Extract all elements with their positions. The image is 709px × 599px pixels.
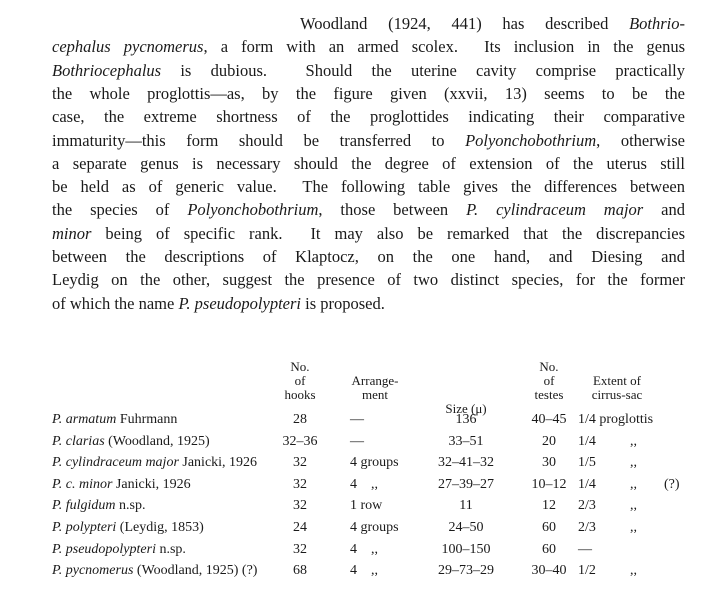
header-line: No. — [539, 359, 559, 374]
species-name: P. cylindraceum major — [52, 455, 179, 471]
text-line — [52, 294, 685, 314]
species-cell — [52, 410, 177, 430]
ditto-cell: ,, — [630, 563, 637, 579]
table-row — [0, 432, 709, 452]
italic-term: Bothrio- — [629, 14, 685, 33]
text-line — [52, 107, 685, 127]
species-cell — [52, 432, 210, 452]
extent-cell: 1/5 — [578, 455, 596, 471]
text-line — [52, 200, 685, 220]
hooks-cell: 32 — [293, 455, 307, 471]
text-segment: is dubious. Should the uterine cavity comprise practically — [161, 60, 685, 80]
extent-cell: 2/3 — [578, 520, 596, 535]
text-line — [52, 177, 685, 197]
text-segment: being of specific rank. It may also be remarked that the discrepancies — [91, 223, 685, 243]
testes-cell: 30 — [542, 455, 556, 471]
italic-term: Bothriocephalus — [52, 60, 162, 80]
extent-cell: 2/3 — [578, 498, 596, 514]
italic-term: P. pseudopolypteri — [178, 293, 301, 313]
hooks-cell: 32 — [293, 541, 307, 557]
hooks-cell: 32 — [293, 476, 307, 492]
species-author: Janicki, 1926 — [178, 455, 258, 471]
header-line: Arrange- — [351, 373, 399, 388]
species-author: Fuhrmann — [116, 412, 178, 427]
text-segment: of which the name — [52, 293, 179, 313]
column-header-extent — [572, 374, 662, 402]
arrangement-cell: 4 ,, — [350, 563, 378, 579]
text-line — [52, 37, 685, 57]
species-name: P. armatum — [52, 412, 117, 427]
extent-cell: 1/4 — [578, 433, 596, 449]
arrangement-cell: 4 ,, — [350, 541, 378, 557]
testes-cell: 60 — [542, 541, 556, 557]
species-author: (Woodland, 1925) — [104, 433, 210, 449]
size-cell: 29–73–29 — [438, 563, 494, 579]
table-row — [0, 561, 709, 581]
text-segment: , a form with an armed scolex. Its inclusion in the genus — [203, 37, 685, 57]
text-line — [52, 154, 685, 174]
size-cell: 136 — [455, 412, 477, 427]
header-line: Size (μ) — [445, 401, 487, 416]
hooks-cell: 24 — [293, 520, 307, 535]
extent-cell: 1/4 proglottis — [578, 412, 654, 427]
text-segment: Leydig on the other, suggest the presence of two distinct species, for the former — [52, 270, 685, 290]
size-cell: 27–39–27 — [438, 476, 494, 492]
table-row — [0, 410, 709, 430]
hooks-cell: 32 — [293, 498, 307, 514]
header-line: ment — [362, 387, 388, 402]
text-segment: Woodland (1924, 441) has described — [300, 14, 630, 33]
size-cell: 33–51 — [448, 433, 484, 449]
text-segment: be held as of generic value. The following table gives the differences between — [52, 177, 685, 197]
species-name: P. c. minor — [52, 476, 113, 492]
text-line — [52, 84, 685, 104]
arrangement-cell: 4 groups — [350, 520, 399, 535]
ditto-cell: ,, — [630, 498, 637, 514]
species-cell — [52, 453, 257, 473]
italic-term: cephalus pycnomerus — [52, 37, 204, 57]
column-header-hooks — [278, 360, 322, 402]
hooks-cell: 68 — [293, 563, 307, 579]
species-author: (Woodland, 1925) (?) — [133, 563, 258, 579]
species-cell — [52, 540, 186, 560]
extent-cell: 1/2 — [578, 563, 596, 579]
table-row — [0, 496, 709, 516]
species-author: (Leydig, 1853) — [116, 520, 204, 535]
header-line: of — [294, 373, 306, 388]
table-row — [0, 475, 709, 495]
header-line: cirrus-sac — [591, 387, 643, 402]
italic-term: Polyonchobothrium — [465, 130, 597, 150]
arrangement-cell: — — [350, 433, 364, 449]
size-cell: 32–41–32 — [438, 455, 494, 471]
species-author: n.sp. — [115, 498, 146, 514]
text-segment: between the descriptions of Klaptocz, on the one hand, and Diesing and — [52, 247, 685, 266]
hooks-cell: 32–36 — [282, 433, 318, 449]
species-name: P. pseudopolypteri — [52, 541, 156, 557]
species-cell — [52, 518, 204, 538]
ditto-cell: ,, — [630, 433, 637, 449]
header-line: No. — [290, 359, 310, 374]
italic-term: P. cylindraceum major — [466, 200, 644, 220]
text-line — [52, 270, 685, 290]
arrangement-cell: 4 groups — [350, 455, 399, 471]
text-segment: case, the extreme shortness of the proglottides indicating their comparative — [52, 107, 685, 127]
species-cell — [52, 496, 145, 516]
text-segment: the whole proglottis—as, by the figure given (xxvii, 13) seems to be the — [52, 83, 685, 103]
species-cell — [52, 475, 191, 495]
text-segment: and — [643, 200, 685, 220]
arrangement-cell: 4 ,, — [350, 476, 378, 492]
text-segment: immaturity—this form should be transferred to — [52, 130, 466, 150]
ditto-cell: ,, — [630, 476, 637, 492]
italic-term: Polyonchobothrium — [187, 200, 319, 220]
text-segment: the species of — [52, 200, 188, 220]
text-line — [300, 14, 685, 34]
text-segment: is proposed. — [301, 293, 385, 313]
extent-cell: 1/4 — [578, 476, 596, 492]
species-author: Janicki, 1926 — [112, 476, 191, 492]
testes-cell: 60 — [542, 520, 556, 535]
text-segment: , otherwise — [596, 130, 685, 150]
size-cell: 100–150 — [441, 541, 491, 557]
testes-cell: 10–12 — [531, 476, 567, 492]
column-header-arrangement — [340, 374, 410, 402]
testes-cell: 20 — [542, 433, 556, 449]
arrangement-cell: — — [350, 412, 364, 427]
text-line — [52, 247, 685, 267]
header-line: of — [543, 373, 555, 388]
header-line: hooks — [284, 387, 316, 402]
column-header-testes — [527, 360, 571, 402]
testes-cell: 30–40 — [531, 563, 567, 579]
text-line — [52, 224, 685, 244]
testes-cell: 12 — [542, 498, 556, 514]
text-line — [52, 131, 685, 151]
species-name: P. pycnomerus — [52, 563, 134, 579]
extent-cell: — — [578, 541, 592, 557]
italic-term: minor — [52, 223, 92, 243]
species-cell — [52, 561, 257, 581]
ditto-cell: ,, — [630, 455, 637, 471]
species-name: P. polypteri — [52, 520, 117, 535]
species-name: P. clarias — [52, 433, 105, 449]
text-segment: , those between — [318, 200, 467, 220]
arrangement-cell: 1 row — [350, 498, 383, 514]
table-row — [0, 453, 709, 473]
hooks-cell: 28 — [293, 412, 307, 427]
size-cell: 24–50 — [448, 520, 484, 535]
table-row — [0, 518, 709, 538]
table-row — [0, 540, 709, 560]
ditto-cell: ,, — [630, 520, 637, 535]
testes-cell: 40–45 — [531, 412, 567, 427]
species-author: n.sp. — [155, 541, 186, 557]
extra-cell: (?) — [664, 476, 680, 492]
species-name: P. fulgidum — [52, 498, 116, 514]
text-line — [52, 61, 685, 81]
header-line: testes — [534, 387, 564, 402]
header-line: Extent of — [592, 373, 641, 388]
size-cell: 11 — [459, 498, 473, 514]
text-segment: a separate genus is necessary should the degree of extension of the uterus still — [52, 153, 685, 173]
